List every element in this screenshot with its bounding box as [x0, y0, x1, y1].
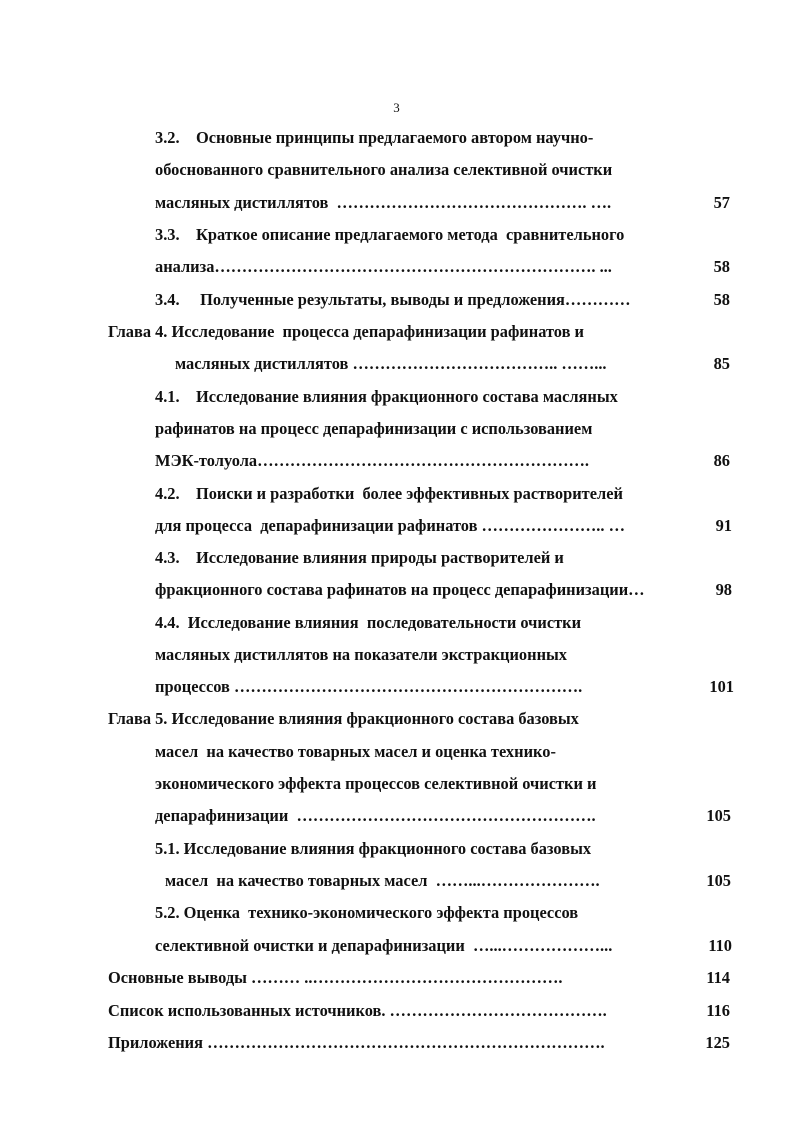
toc-conclusions: Основные выводы ……… ..……………………………………….	[108, 968, 563, 987]
toc-3-4-page: 58	[713, 290, 730, 309]
toc-3-3-page: 58	[713, 257, 730, 276]
toc-references: Список использованных источников. ………………………………….	[108, 1001, 607, 1020]
toc-appendices: Приложения ……………………………………………………………….	[108, 1033, 605, 1052]
toc-appendices-page: 125	[705, 1033, 730, 1052]
toc-4-1-line-2: рафинатов на процесс депарафинизации с использованием	[155, 419, 593, 438]
page-number: 3	[393, 100, 400, 115]
toc-3-2-line-1: 3.2. Основные принципы предлагаемого автором научно-	[155, 128, 594, 147]
toc-4-2-line-2: для процесса депарафинизации рафинатов ………………….. …	[155, 516, 625, 535]
toc-3-2-line-3: масляных дистиллятов ………………………………………. ….	[155, 193, 612, 212]
toc-3-3-line-1: 3.3. Краткое описание предлагаемого метода сравнительного	[155, 225, 625, 244]
toc-4-2-page: 91	[715, 516, 732, 535]
toc-3-3-line-2: анализа……………………………………………………………. ...	[155, 257, 612, 276]
toc-5-2-line-1: 5.2. Оценка технико-экономического эффекта процессов	[155, 903, 579, 922]
toc-4-4-line-3: процессов ……………………………………………………….	[155, 677, 583, 696]
toc-chapter-4-page: 85	[713, 354, 730, 373]
toc-4-3-line-1: 4.3. Исследование влияния природы растворителей и	[155, 548, 564, 567]
toc-5-1-line-2: масел на качество товарных масел ……...………………….	[165, 871, 600, 890]
toc-chapter-5-line-1: Глава 5. Исследование влияния фракционного состава базовых	[108, 709, 579, 728]
toc-4-4-page: 101	[709, 677, 734, 696]
toc-4-4-line-2: масляных дистиллятов на показатели экстракционных	[155, 645, 568, 664]
toc-chapter-5-page: 105	[706, 806, 731, 825]
toc-4-1-line-3: МЭК-толуола…………………………………………………….	[155, 451, 590, 470]
toc-5-1-line-1: 5.1. Исследование влияния фракционного состава базовых	[155, 839, 592, 858]
toc-4-3-page: 98	[715, 580, 732, 599]
toc-chapter-5-line-2: масел на качество товарных масел и оценка технико-	[155, 742, 556, 761]
toc-chapter-4-line-2: масляных дистиллятов ……………………………….. ……...	[175, 354, 607, 373]
toc-chapter-5-line-3: экономического эффекта процессов селективной очистки и	[155, 774, 597, 793]
toc-4-1-line-1: 4.1. Исследование влияния фракционного состава масляных	[155, 387, 618, 406]
toc-3-4-line-1: 3.4. Полученные результаты, выводы и предложения…………	[155, 290, 631, 309]
toc-4-2-line-1: 4.2. Поиски и разработки более эффективных растворителей	[155, 484, 623, 503]
toc-5-2-page: 110	[708, 936, 732, 955]
toc-references-page: 116	[706, 1001, 730, 1020]
toc-4-3-line-2: фракционного состава рафинатов на процесс депарафинизации…	[155, 580, 645, 599]
toc-3-2-page: 57	[713, 193, 730, 212]
toc-5-1-page: 105	[706, 871, 731, 890]
toc-conclusions-page: 114	[706, 968, 730, 987]
toc-4-1-page: 86	[713, 451, 730, 470]
toc-5-2-line-2: селективной очистки и депарафинизации …...………………...	[155, 936, 613, 955]
toc-chapter-4-line-1: Глава 4. Исследование процесса депарафинизации рафинатов и	[108, 322, 584, 341]
toc-chapter-5-line-4: депарафинизации ……………………………………………….	[155, 806, 596, 825]
toc-4-4-line-1: 4.4. Исследование влияния последовательности очистки	[155, 613, 582, 632]
toc-3-2-line-2: обоснованного сравнительного анализа селективной очистки	[155, 160, 613, 179]
